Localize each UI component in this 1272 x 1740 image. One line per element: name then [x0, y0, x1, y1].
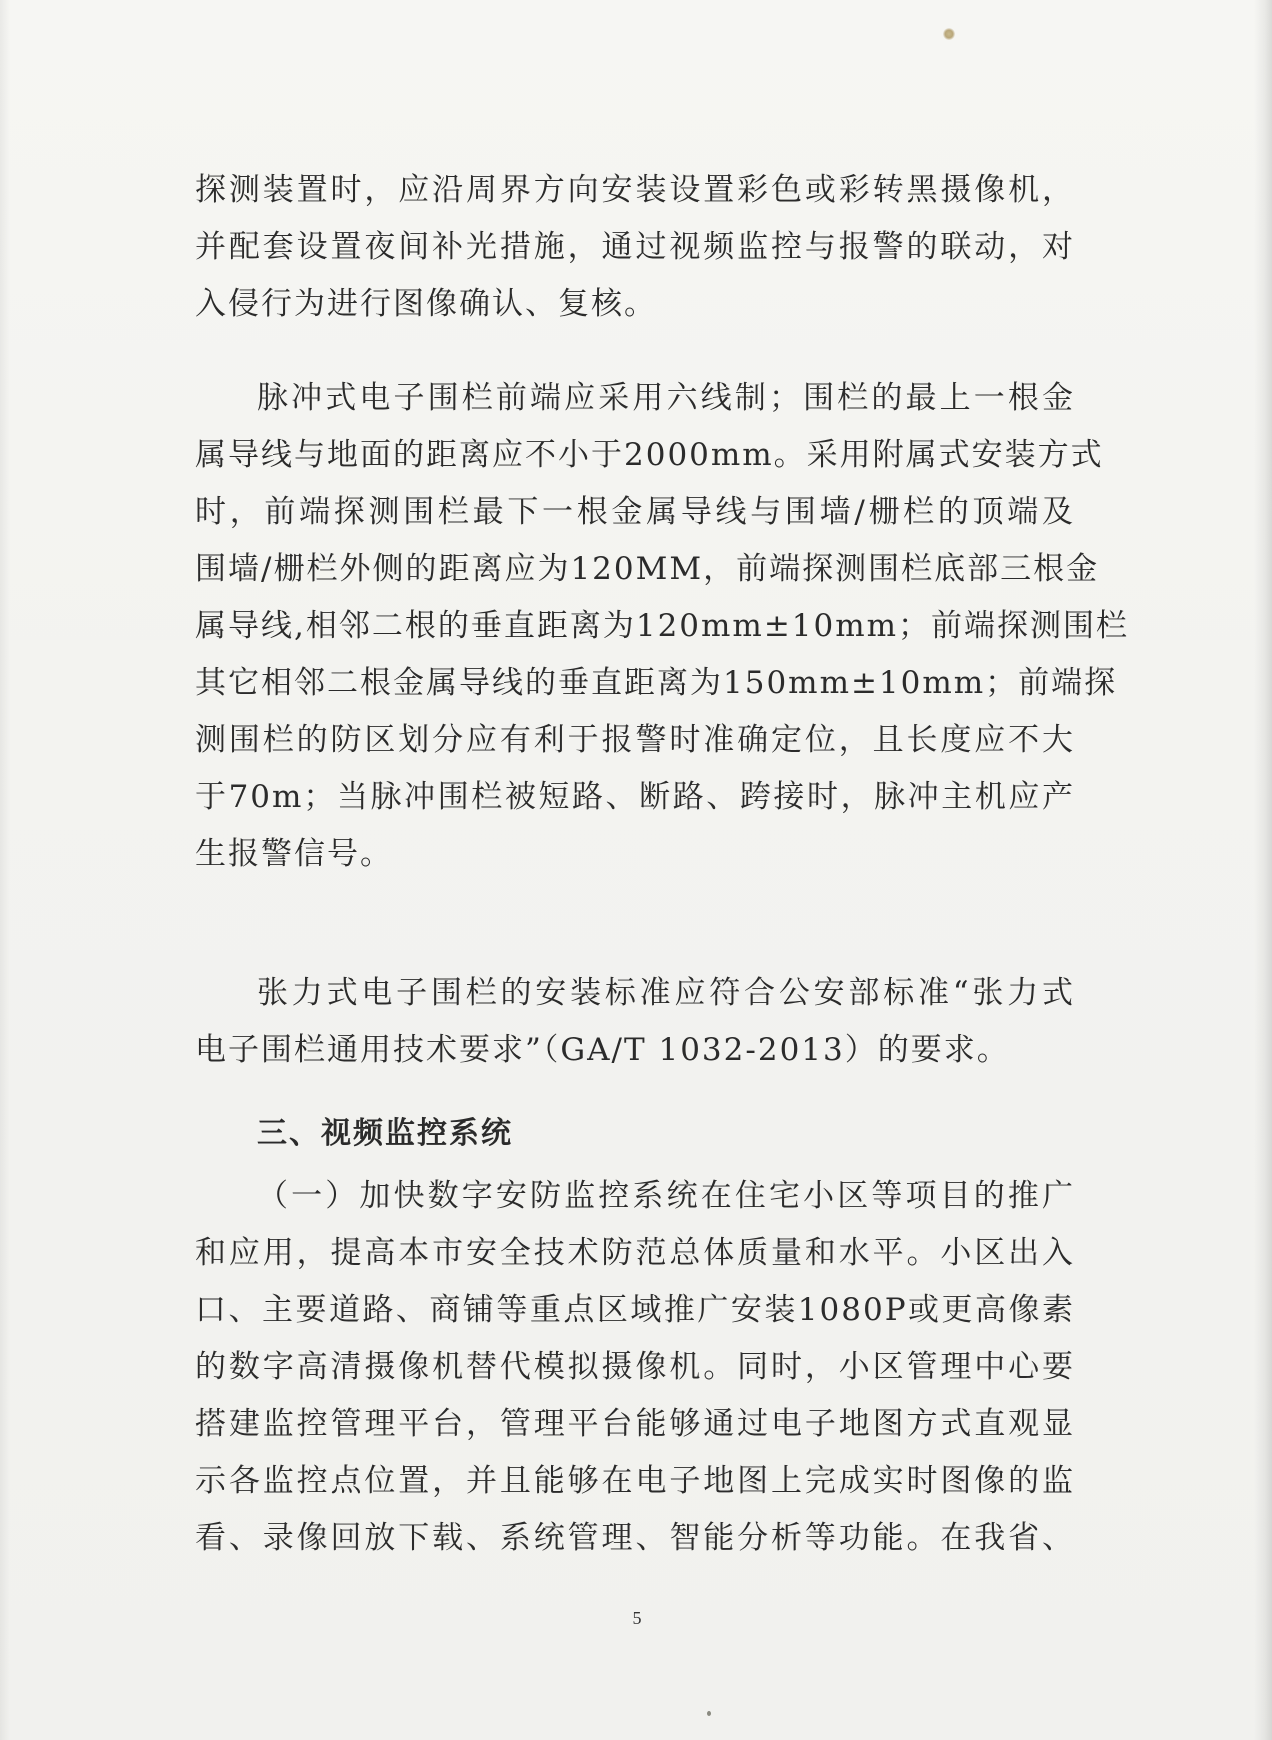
- text-line: 张力式电子围栏的安装标准应符合公安部标准“张力式: [257, 975, 1075, 1011]
- text-line: 搭建监控管理平台，管理平台能够通过电子地图方式直观显: [195, 1406, 1075, 1442]
- text-line: （一）加快数字安防监控系统在住宅小区等项目的推广: [257, 1178, 1075, 1214]
- scan-edge-right: [1254, 0, 1272, 1740]
- text-line: 电子围栏通用技术要求”（GA/T 1032-2013）的要求。: [195, 1032, 1010, 1068]
- text-line: 的数字高清摄像机替代模拟摄像机。同时，小区管理中心要: [195, 1349, 1075, 1385]
- scan-speck: [707, 1711, 711, 1716]
- text-line: 示各监控点位置，并且能够在电子地图上完成实时图像的监: [195, 1463, 1075, 1499]
- page-number: 5: [632, 1608, 642, 1628]
- scan-speck: [943, 28, 955, 40]
- text-line: 属导线与地面的距离应不小于2000mm。采用附属式安装方式: [195, 437, 1104, 473]
- text-line: 看、录像回放下载、系统管理、智能分析等功能。在我省、: [195, 1520, 1075, 1556]
- text-line: 脉冲式电子围栏前端应采用六线制；围栏的最上一根金: [257, 380, 1075, 416]
- text-line: 测围栏的防区划分应有利于报警时准确定位，且长度应不大: [195, 722, 1075, 758]
- paragraph-4: [195, 1168, 1075, 1567]
- text-line: 并配套设置夜间补光措施，通过视频监控与报警的联动，对: [195, 229, 1075, 265]
- section-heading: 三、视频监控系统: [257, 1116, 513, 1151]
- paragraph-3: [195, 965, 1075, 1079]
- text-line: 入侵行为进行图像确认、复核。: [195, 286, 657, 322]
- text-line: 于70m；当脉冲围栏被短路、断路、跨接时，脉冲主机应产: [195, 779, 1075, 815]
- text-line: 时，前端探测围栏最下一根金属导线与围墙/栅栏的顶端及: [195, 494, 1075, 530]
- text-line: 生报警信号。: [195, 836, 393, 872]
- paragraph-2: [195, 370, 1130, 883]
- text-line: 其它相邻二根金属导线的垂直距离为150mm±10mm；前端探: [195, 665, 1118, 701]
- paragraph-1: [195, 162, 1075, 333]
- text-line: 围墙/栅栏外侧的距离应为120MM，前端探测围栏底部三根金: [195, 551, 1100, 587]
- text-line: 属导线,相邻二根的垂直距离为120mm±10mm；前端探测围栏: [195, 608, 1130, 644]
- text-line: 口、主要道路、商铺等重点区域推广安装1080P或更高像素: [195, 1292, 1075, 1328]
- text-line: 和应用，提高本市安全技术防范总体质量和水平。小区出入: [195, 1235, 1075, 1271]
- section-heading-block: [195, 1105, 1075, 1162]
- scan-edge-left: [0, 0, 10, 1740]
- text-line: 探测装置时，应沿周界方向安装设置彩色或彩转黑摄像机，: [195, 172, 1075, 208]
